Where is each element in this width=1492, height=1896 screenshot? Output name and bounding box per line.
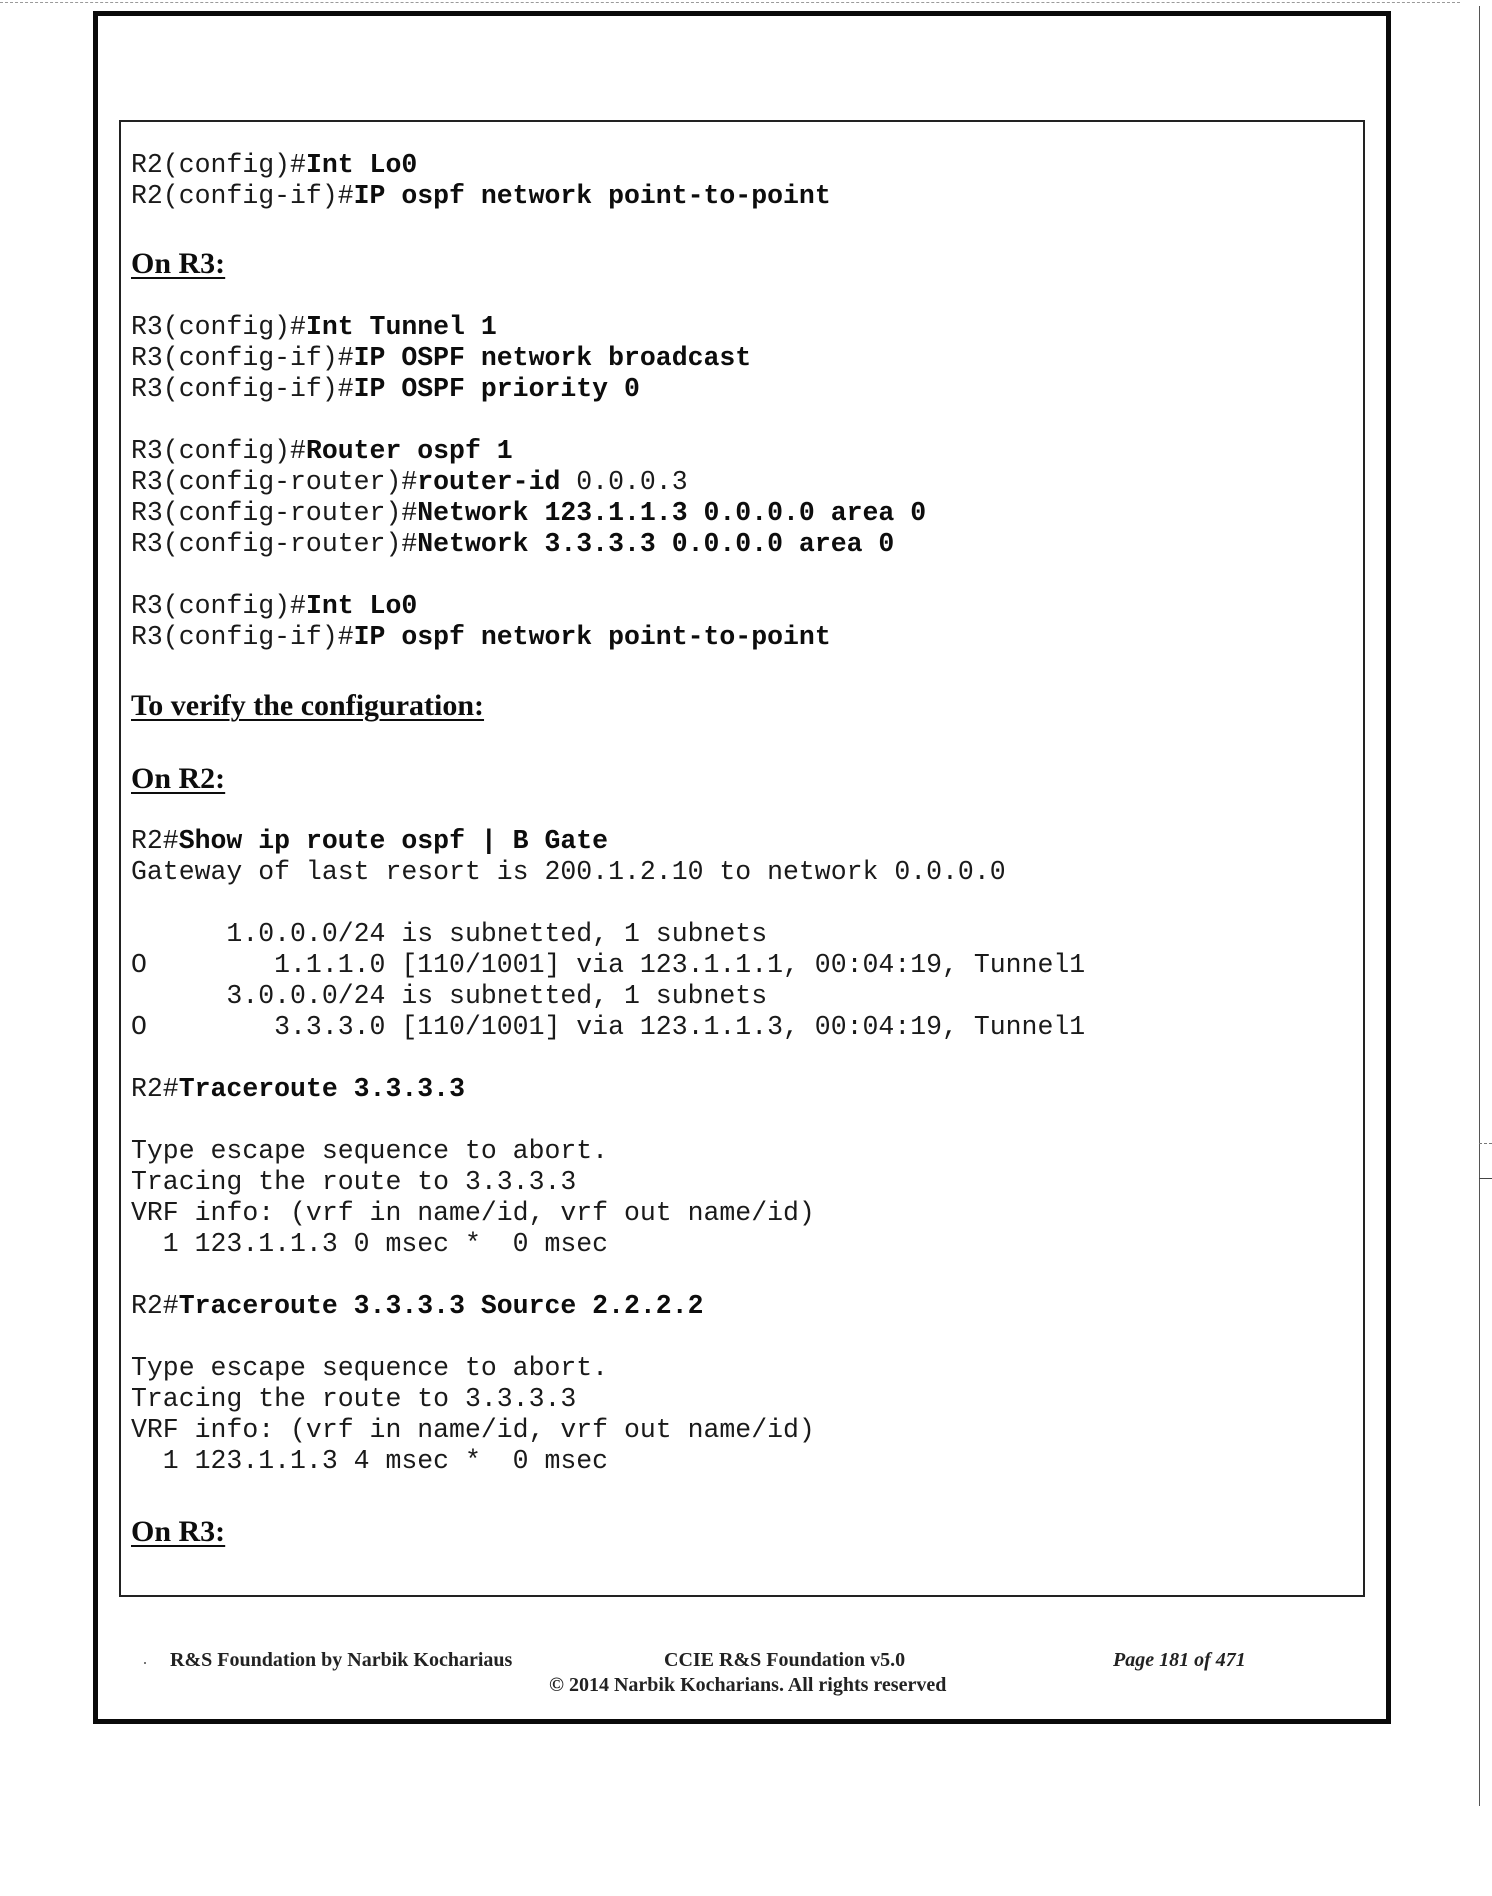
- show-command-line: [131, 1074, 465, 1105]
- config-line: [131, 467, 688, 498]
- cli-prompt: R3(config)#: [131, 436, 306, 466]
- section-heading-on-r2: On R2:: [131, 762, 226, 795]
- cli-prompt: R2(config-if)#: [131, 181, 354, 211]
- traceroute-hop: 1 123.1.1.3 0 msec * 0 msec: [131, 1229, 609, 1259]
- cli-command: Network 3.3.3.3 0.0.0.0 area 0: [417, 529, 895, 559]
- cli-prompt: R3(config-if)#: [131, 343, 354, 373]
- config-line: [131, 343, 751, 374]
- output-line: 3.0.0.0/24 is subnetted, 1 subnets: [131, 981, 768, 1011]
- cli-prompt: R3(config-if)#: [131, 622, 354, 652]
- footer-page-number: Page 181 of 471: [1113, 1649, 1246, 1671]
- cli-prompt: R3(config)#: [131, 312, 306, 342]
- config-line: [131, 374, 640, 405]
- cli-command: Show ip route ospf | B Gate: [178, 826, 609, 856]
- config-line: [131, 436, 513, 467]
- cli-prompt: R3(config-if)#: [131, 374, 354, 404]
- scan-artifact-top-line: [0, 2, 1460, 3]
- output-line: Type escape sequence to abort.: [131, 1353, 609, 1383]
- cli-command: IP ospf network point-to-point: [353, 181, 831, 211]
- cli-command: Int Lo0: [305, 150, 418, 180]
- cli-prompt: R2#: [131, 1291, 179, 1321]
- cli-prompt: R2#: [131, 826, 179, 856]
- footer-title: CCIE R&S Foundation v5.0: [664, 1649, 906, 1671]
- cli-command: router-id: [417, 467, 561, 497]
- cli-prompt: R3(config-router)#: [131, 529, 418, 559]
- output-line: Tracing the route to 3.3.3.3: [131, 1167, 577, 1197]
- route-entry: O 1.1.1.0 [110/1001] via 123.1.1.1, 00:04:19, Tunnel1: [131, 950, 1086, 980]
- output-line: Gateway of last resort is 200.1.2.10 to network 0.0.0.0: [131, 857, 1006, 887]
- show-command-line: [131, 826, 608, 857]
- config-line: [131, 529, 894, 560]
- config-line: [131, 150, 417, 181]
- footer-copyright: © 2014 Narbik Kocharians. All rights reserved: [549, 1674, 947, 1696]
- cli-prompt: R3(config-router)#: [131, 498, 418, 528]
- footer-author: R&S Foundation by Narbik Kochariaus: [170, 1649, 513, 1671]
- cli-command: IP ospf network point-to-point: [353, 622, 831, 652]
- cli-command: IP OSPF priority 0: [353, 374, 640, 404]
- cli-prompt: R2(config)#: [131, 150, 306, 180]
- traceroute-hop: 1 123.1.1.3 4 msec * 0 msec: [131, 1446, 609, 1476]
- cli-command: Traceroute 3.3.3.3 Source 2.2.2.2: [178, 1291, 704, 1321]
- route-entry: O 3.3.3.0 [110/1001] via 123.1.1.3, 00:04:19, Tunnel1: [131, 1012, 1086, 1042]
- scan-artifact-tick: [1479, 1143, 1492, 1145]
- output-line: 1.0.0.0/24 is subnetted, 1 subnets: [131, 919, 768, 949]
- scan-artifact-speck: [144, 1662, 146, 1664]
- config-line: [131, 591, 417, 622]
- section-heading-on-r3: On R3:: [131, 1515, 226, 1548]
- cli-command: Network 123.1.1.3 0.0.0.0 area 0: [417, 498, 927, 528]
- cli-command: Int Tunnel 1: [305, 312, 497, 342]
- section-heading-on-r3: On R3:: [131, 247, 226, 280]
- output-line: VRF info: (vrf in name/id, vrf out name/id): [131, 1198, 815, 1228]
- cli-args: 0.0.0.3: [560, 467, 688, 497]
- show-command-line: [131, 1291, 704, 1322]
- config-line: [131, 622, 831, 653]
- config-line: [131, 312, 497, 343]
- cli-prompt: R2#: [131, 1074, 179, 1104]
- config-line: [131, 498, 926, 529]
- cli-prompt: R3(config)#: [131, 591, 306, 621]
- cli-prompt: R3(config-router)#: [131, 467, 418, 497]
- cli-command: Router ospf 1: [305, 436, 513, 466]
- cli-command: Int Lo0: [305, 591, 418, 621]
- section-heading-verify: To verify the configuration:: [131, 689, 485, 722]
- output-line: Tracing the route to 3.3.3.3: [131, 1384, 577, 1414]
- cli-command: IP OSPF network broadcast: [353, 343, 752, 373]
- cli-command: Traceroute 3.3.3.3: [178, 1074, 465, 1104]
- config-line: [131, 181, 831, 212]
- scan-artifact-tick: [1479, 1178, 1492, 1179]
- output-line: Type escape sequence to abort.: [131, 1136, 609, 1166]
- scan-artifact-right-rule: [1479, 6, 1480, 1806]
- output-line: VRF info: (vrf in name/id, vrf out name/id): [131, 1415, 815, 1445]
